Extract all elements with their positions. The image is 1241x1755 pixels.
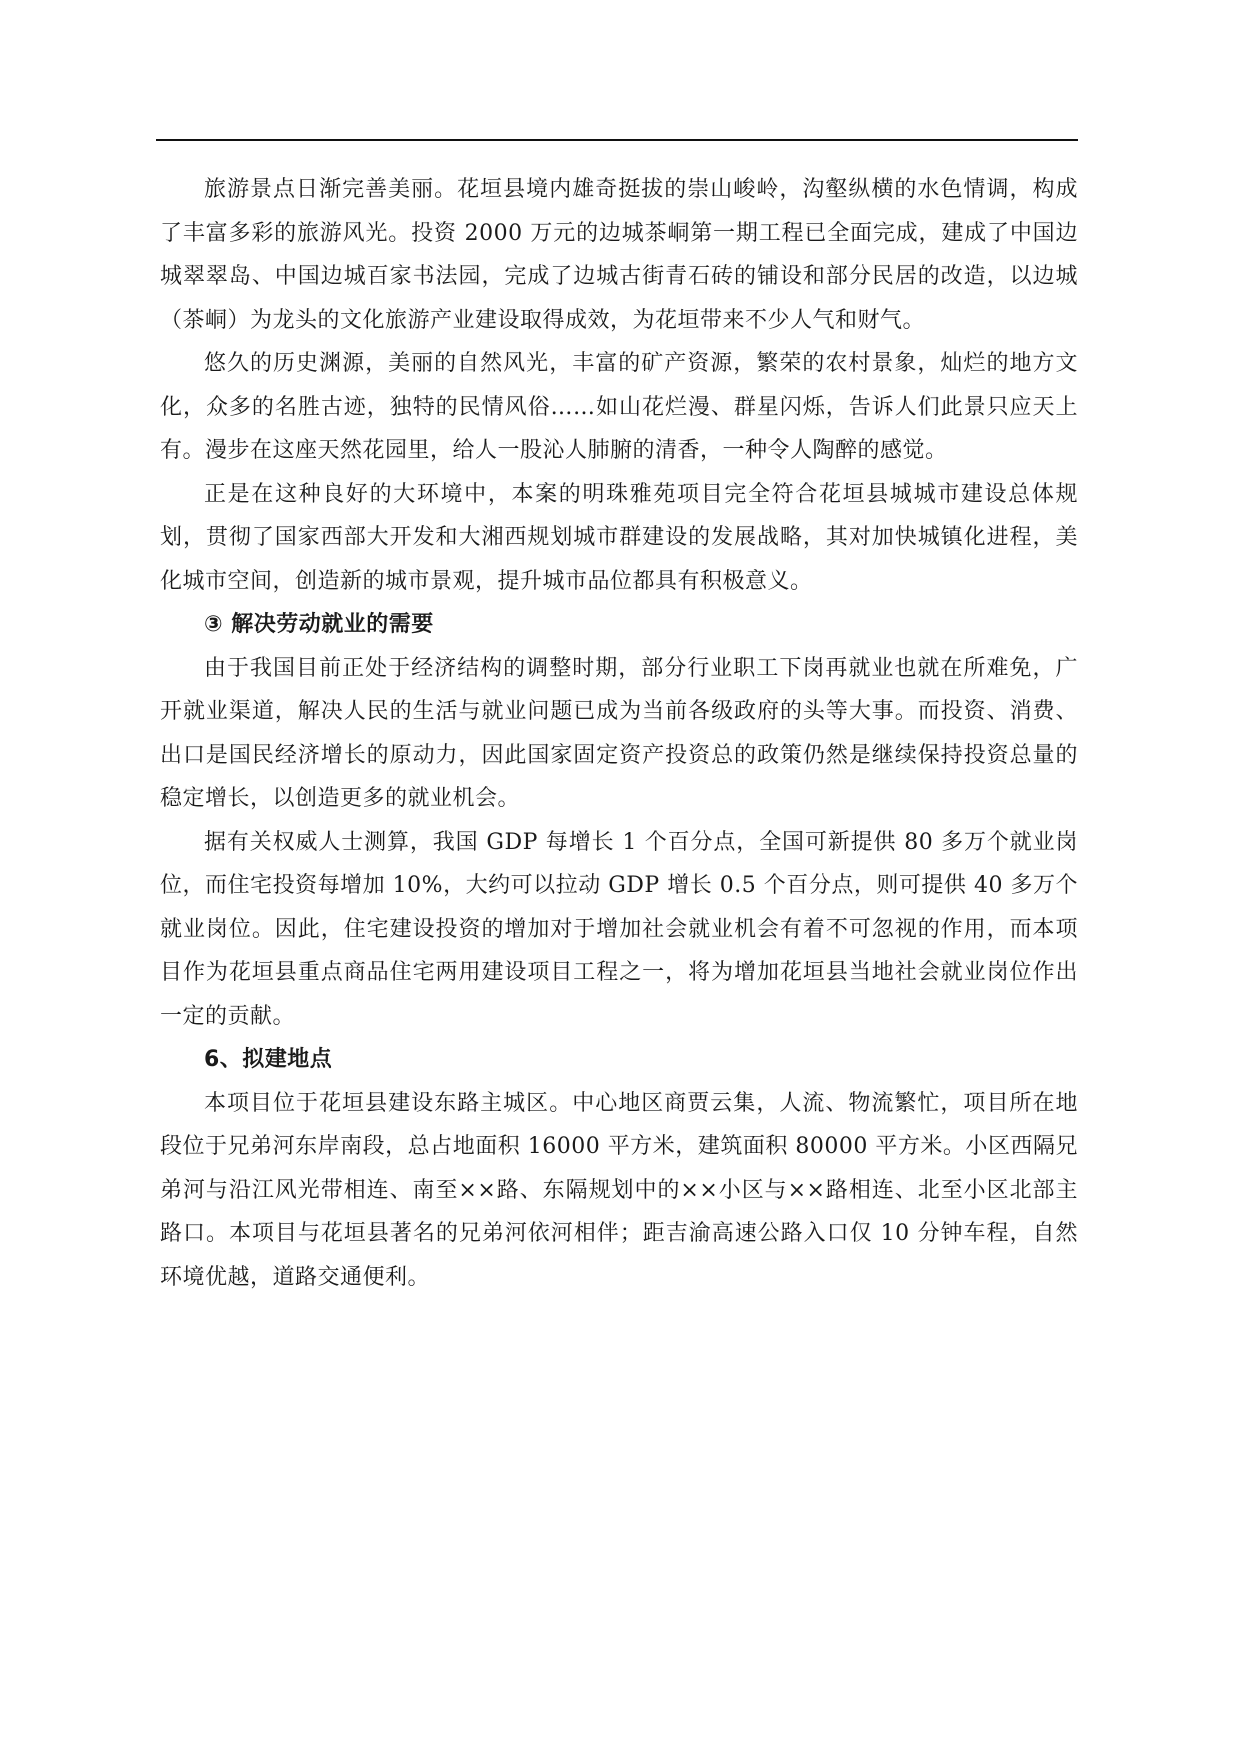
paragraph-employment-policy: 由于我国目前正处于经济结构的调整时期，部分行业职工下岗再就业也就在所难免，广开就业渠道，解决人民的生活与就业问题已成为当前各级政府的头等大事。而投资、消费、出口是国民经济增长的原动力，因此国家固定资产投资总的政策仍然是继续保持投资总量的稳定增长，以创造更多的就业机会。 — [160, 655, 1078, 811]
document-body — [160, 168, 1078, 1299]
paragraph-location: 本项目位于花垣县建设东路主城区。中心地区商贾云集，人流、物流繁忙，项目所在地段位于兄弟河东岸南段，总占地面积 16000 平方米，建筑面积 80000 平方米。小区西隔兄弟河与沿江风光带相连、南至××路、东隔规划中的××小区与××路相连、北至小区北部主路口。本项目与花垣县著名的兄弟河依河相伴；距吉渝高速公路入口仅 10 分钟车程，自然环境优越，道路交通便利。 — [160, 1090, 1078, 1290]
section-heading-employment: ③ 解决劳动就业的需要 — [204, 612, 434, 637]
section-heading-location: 6、拟建地点 — [204, 1047, 333, 1072]
paragraph-tourism: 旅游景点日渐完善美丽。花垣县境内雄奇挺拔的崇山峻岭，沟壑纵横的水色情调，构成了丰富多彩的旅游风光。投资 2000 万元的边城茶峒第一期工程已全面完成，建成了中国边城翠翠岛、中国边城百家书法园，完成了边城古街青石砖的铺设和部分民居的改造，以边城（茶峒）为龙头的文化旅游产业建设取得成效，为花垣带来不少人气和财气。 — [160, 177, 1078, 333]
paragraph-planning: 正是在这种良好的大环境中，本案的明珠雅苑项目完全符合花垣县城城市建设总体规划，贯彻了国家西部大开发和大湘西规划城市群建设的发展战略，其对加快城镇化进程，美化城市空间，创造新的城市景观，提升城市品位都具有积极意义。 — [160, 481, 1078, 594]
paragraph-employment-gdp: 据有关权威人士测算，我国 GDP 每增长 1 个百分点，全国可新提供 80 多万个就业岗位，而住宅投资每增加 10%，大约可以拉动 GDP 增长 0.5 个百分点，则可提供 40 多万个就业岗位。因此，住宅建设投资的增加对于增加社会就业机会有着不可忽视的作用，而本项目作为花垣县重点商品住宅两用建设项目工程之一，将为增加花垣县当地社会就业岗位作出一定的贡献。 — [160, 829, 1078, 1029]
paragraph-scenery: 悠久的历史渊源，美丽的自然风光，丰富的矿产资源，繁荣的农村景象，灿烂的地方文化，众多的名胜古迹，独特的民情风俗……如山花烂漫、群星闪烁，告诉人们此景只应天上有。漫步在这座天然花园里，给人一股沁人肺腑的清香，一种令人陶醉的感觉。 — [160, 351, 1078, 463]
header-rule — [156, 139, 1078, 141]
